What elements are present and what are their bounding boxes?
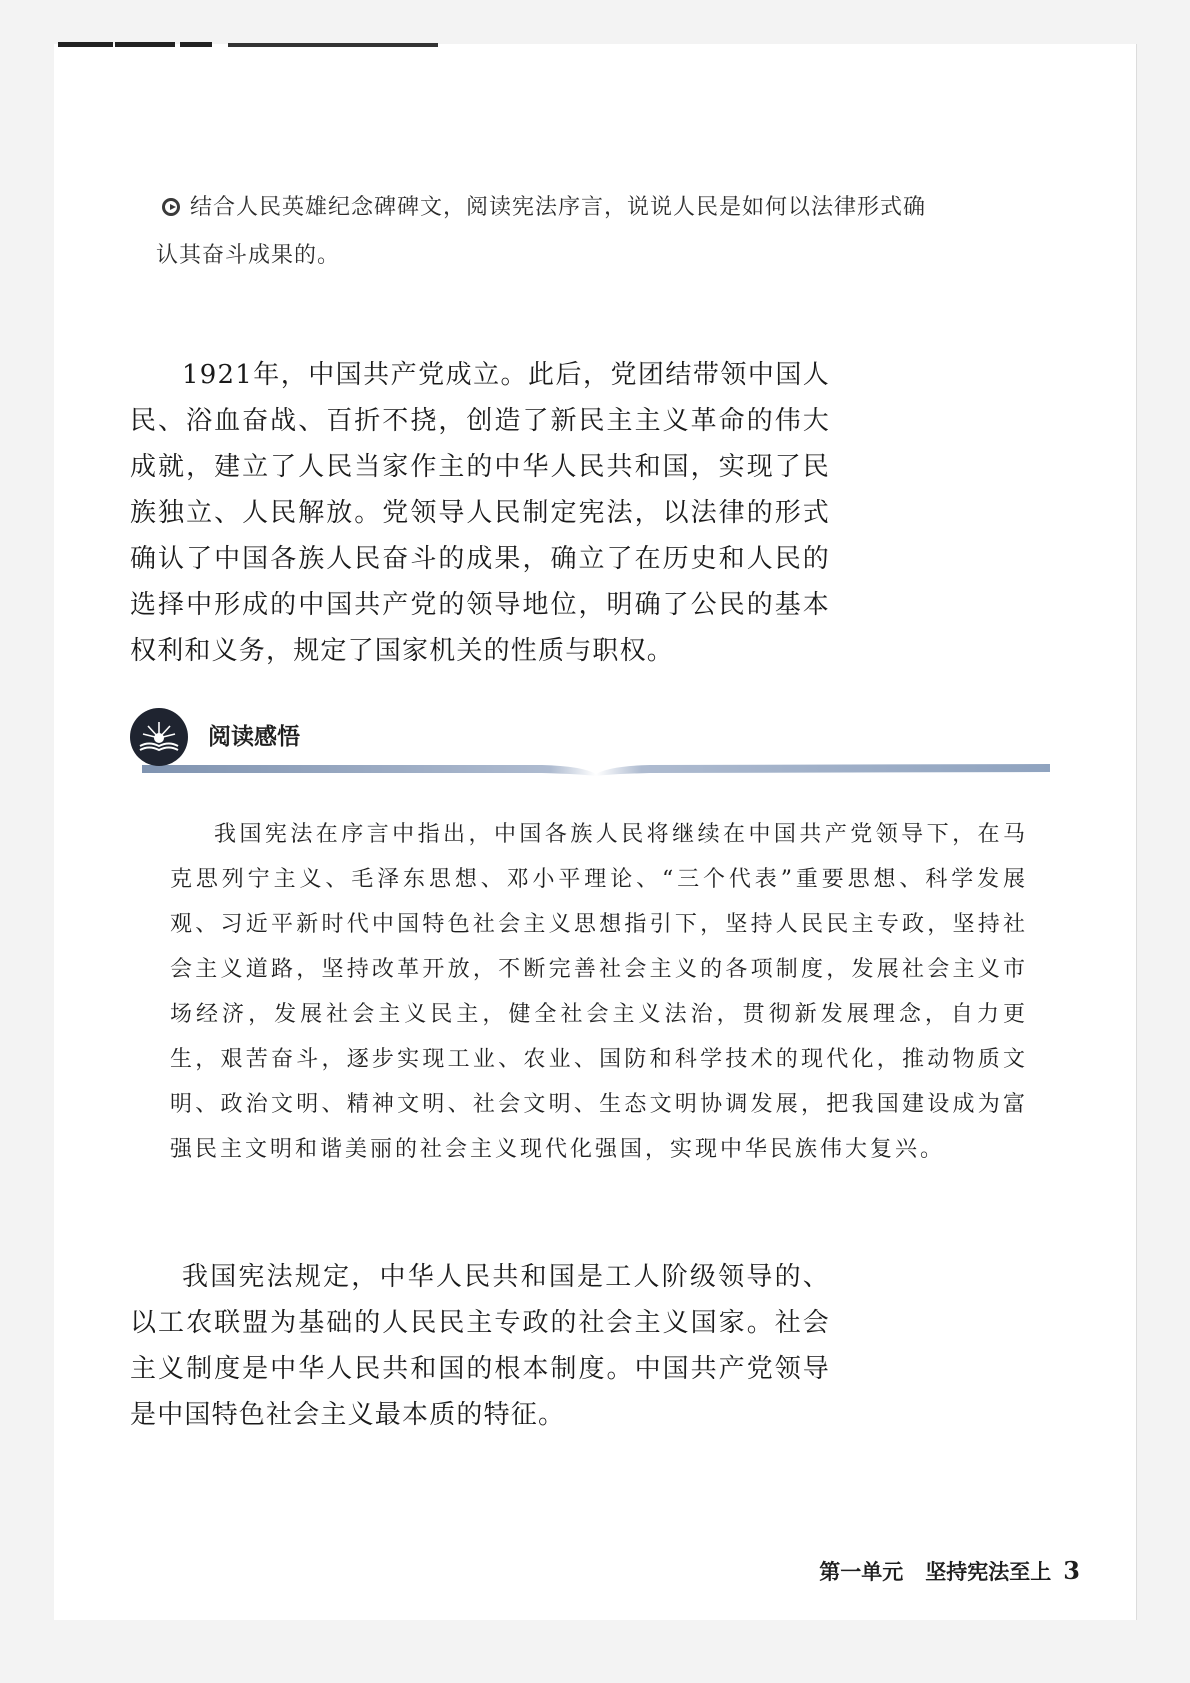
prompt-line-1: 结合人民英雄纪念碑碑文，阅读宪法序言，说说人民是如何以法律形式确 [190, 195, 927, 220]
top-edge-mark [228, 43, 438, 47]
top-edge-mark [58, 42, 113, 47]
page-footer [819, 1556, 1080, 1586]
top-edge-mark [180, 42, 212, 47]
open-book-sun-icon [130, 708, 188, 766]
top-edge-mark [115, 42, 175, 47]
discussion-prompt [156, 184, 1022, 280]
footer-unit: 第一单元 [819, 1560, 904, 1584]
prompt-line-2: 认其奋斗成果的。 [156, 243, 341, 268]
page-number: 3 [1063, 1556, 1080, 1585]
body-paragraph-1: 1921年，中国共产党成立。此后，党团结带领中国人民、浴血奋战、百折不挠，创造了新民主主义革命的伟大成就，建立了人民当家作主的中华人民共和国，实现了民族独立、人民解放。党领导人民制定宪法，以法律的形式确认了中国各族人民奋斗的成果，确立了在历史和人民的选择中形成的中国共产党的领导地位，明确了公民的基本权利和义务，规定了国家机关的性质与职权。 [130, 360, 830, 666]
footer-unit-title: 坚持宪法至上 [925, 1560, 1052, 1584]
reading-quote: 我国宪法在序言中指出，中国各族人民将继续在中国共产党领导下，在马克思列宁主义、毛泽东思想、邓小平理论、“三个代表”重要思想、科学发展观、习近平新时代中国特色社会主义思想指引下，坚持人民民主专政，坚持社会主义道路，坚持改革开放，不断完善社会主义的各项制度，发展社会主义市场经济，发展社会主义民主，健全社会主义法治，贯彻新发展理念，自力更生，艰苦奋斗，逐步实现工业、农业、国防和科学技术的现代化，推动物质文明、政治文明、精神文明、社会文明、生态文明协调发展，把我国建设成为富强民主文明和谐美丽的社会主义现代化强国，实现中华民族伟大复兴。 [170, 822, 1028, 1162]
reading-section-title: 阅读感悟 [208, 724, 300, 750]
play-circle-icon [162, 198, 180, 216]
body-paragraph-2: 我国宪法规定，中华人民共和国是工人阶级领导的、以工农联盟为基础的人民民主专政的社会主义国家。社会主义制度是中华人民共和国的根本制度。中国共产党领导是中国特色社会主义最本质的特征。 [130, 1262, 830, 1430]
reading-section-header [130, 708, 1050, 778]
blue-divider-band [142, 762, 1050, 776]
